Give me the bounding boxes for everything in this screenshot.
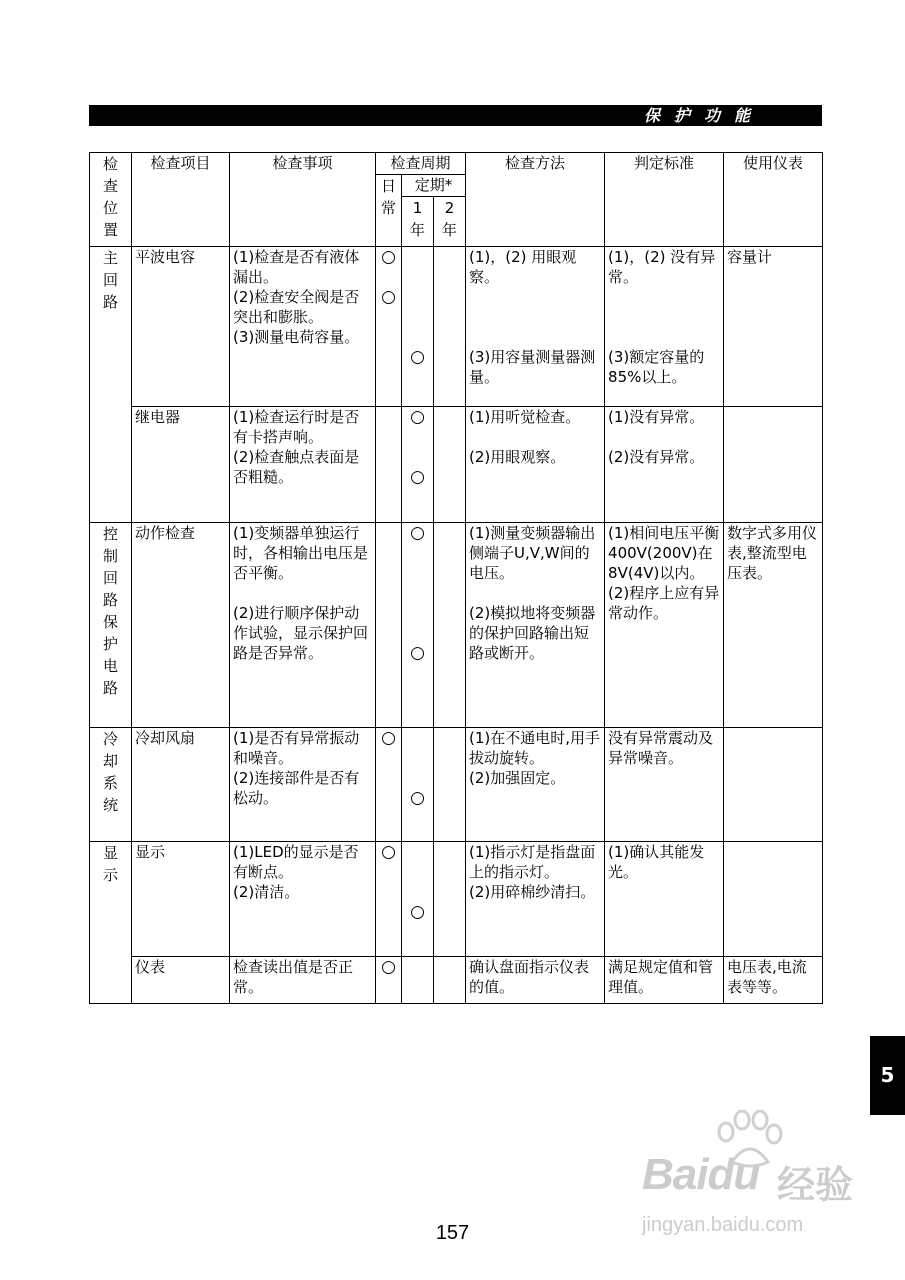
chapter-tab: 5	[870, 1036, 905, 1115]
page-number: 157	[435, 1222, 470, 1244]
instrument-cell	[724, 407, 823, 523]
method-text: (2)模拟地将变频器的保护回路输出短路或断开。	[469, 604, 596, 662]
criteria-cell: (1)确认其能发光。	[605, 842, 724, 957]
spacer	[405, 427, 430, 467]
matter-cell	[230, 407, 376, 523]
header-cycle: 检查周期	[376, 153, 466, 175]
method-text: (2)用碎棉纱清扫。	[469, 883, 596, 901]
year2-cell	[434, 407, 466, 523]
method-text: (3)用容量测量器测量。	[469, 348, 596, 386]
spacer	[469, 427, 601, 447]
year1-cell	[402, 842, 434, 957]
watermark-jingyan: 经验	[777, 1165, 854, 1207]
spacer	[608, 427, 720, 447]
criteria-text: (3)额定容量的85%以上。	[608, 348, 705, 386]
header-item: 检查项目	[132, 153, 230, 247]
table-row	[90, 247, 823, 407]
table-row	[90, 407, 823, 523]
matter-text: (2)清洁。	[233, 883, 300, 901]
header-year-1: 1年	[402, 197, 434, 247]
year1-cell	[402, 247, 434, 407]
item-meter: 仪表	[132, 957, 230, 1004]
spacer	[405, 247, 430, 347]
method-cell: 确认盘面指示仪表的值。	[466, 957, 605, 1004]
year1-cell	[402, 407, 434, 523]
spacer	[405, 842, 430, 902]
method-cell	[466, 247, 605, 407]
instrument-multimeter: 数字式多用仪表,整流型电压表。	[724, 523, 823, 728]
daily-cell	[376, 957, 402, 1004]
instrument-cell	[724, 842, 823, 957]
matter-text: (2)检查安全阀是否突出和膨胀。	[233, 288, 360, 326]
spacer	[469, 583, 601, 603]
matter-text: (2)检查触点表面是否粗糙。	[233, 448, 360, 486]
daily-cell	[376, 407, 402, 523]
circle-mark: ○	[410, 407, 425, 427]
header-periodic: 定期*	[402, 175, 466, 197]
circle-mark: ○	[381, 842, 396, 862]
matter-text: (2)连接部件是否有松动。	[233, 769, 360, 807]
matter-text: (1)检查是否有液体漏出。	[233, 248, 360, 286]
matter-cell: 检查读出值是否正常。	[230, 957, 376, 1004]
header-method: 检查方法	[466, 153, 605, 247]
header-position: 检查位置	[90, 153, 132, 247]
item-relay: 继电器	[132, 407, 230, 523]
section-title: 保护功能	[643, 106, 764, 125]
watermark-url: jingyan.baidu.com	[642, 1214, 804, 1236]
matter-text: (3)测量电荷容量。	[233, 328, 360, 346]
instrument-capacitance-meter: 容量计	[724, 247, 823, 407]
year1-cell	[402, 957, 434, 1004]
method-cell	[466, 523, 605, 728]
spacer	[405, 728, 430, 788]
position-control-circuit: 控制回路保护电路	[90, 523, 132, 728]
position-display: 显示	[90, 842, 132, 1004]
table-row	[90, 842, 823, 957]
method-text: (1)用听觉检查。	[469, 408, 581, 426]
circle-mark: ○	[381, 247, 396, 267]
header-matter: 检查事项	[230, 153, 376, 247]
method-cell	[466, 407, 605, 523]
matter-cell	[230, 523, 376, 728]
circle-mark: ○	[381, 957, 396, 977]
matter-text: (1)LED的显示是否有断点。	[233, 843, 359, 881]
daily-cell	[376, 247, 402, 407]
criteria-cell: 没有异常震动及异常噪音。	[605, 728, 724, 842]
circle-mark: ○	[381, 287, 396, 307]
method-cell	[466, 728, 605, 842]
daily-cell	[376, 523, 402, 728]
method-text: (1)在不通电时,用手拔动旋转。	[469, 729, 601, 767]
circle-mark: ○	[410, 347, 425, 367]
header-year-2: 2年	[434, 197, 466, 247]
circle-mark: ○	[410, 523, 425, 543]
header-criteria: 判定标准	[605, 153, 724, 247]
spacer	[379, 267, 398, 287]
year2-cell	[434, 523, 466, 728]
header-instrument: 使用仪表	[724, 153, 823, 247]
year1-cell	[402, 523, 434, 728]
circle-mark: ○	[410, 902, 425, 922]
item-operation-check: 动作检查	[132, 523, 230, 728]
matter-text: (1)变频器单独运行时，各相输出电压是否平衡。	[233, 524, 369, 582]
daily-cell	[376, 728, 402, 842]
item-display: 显示	[132, 842, 230, 957]
watermark-logo: Baidu	[642, 1150, 760, 1199]
matter-cell	[230, 842, 376, 957]
method-cell	[466, 842, 605, 957]
criteria-text: (1)相间电压平衡400V(200V)在8V(4V)以内。	[608, 524, 720, 582]
criteria-cell	[605, 407, 724, 523]
position-cooling-system: 冷却系统	[90, 728, 132, 842]
header-daily: 日常	[376, 175, 402, 247]
criteria-cell	[605, 247, 724, 407]
instrument-cell: 电压表,电流表等等。	[724, 957, 823, 1004]
year2-cell	[434, 957, 466, 1004]
matter-text: (1)是否有异常振动和噪音。	[233, 729, 360, 767]
criteria-text: (2)程序上应有异常动作。	[608, 584, 720, 622]
circle-mark: ○	[381, 728, 396, 748]
table-row	[90, 957, 823, 1004]
criteria-text: (1)，(2) 没有异常。	[608, 248, 716, 286]
criteria-text: (1)没有异常。	[608, 408, 705, 426]
item-smoothing-capacitor: 平波电容	[132, 247, 230, 407]
criteria-cell	[605, 523, 724, 728]
year2-cell	[434, 247, 466, 407]
circle-mark: ○	[410, 467, 425, 487]
item-cooling-fan: 冷却风扇	[132, 728, 230, 842]
method-text: (2)加强固定。	[469, 769, 566, 787]
matter-cell	[230, 728, 376, 842]
method-text: (1)指示灯是指盘面上的指示灯。	[469, 843, 596, 881]
method-text: (2)用眼观察。	[469, 448, 566, 466]
matter-text: (1)检查运行时是否有卡搭声响。	[233, 408, 360, 446]
spacer	[405, 543, 430, 643]
section-header-bar	[89, 105, 822, 126]
criteria-text: (2)没有异常。	[608, 448, 705, 466]
daily-cell	[376, 842, 402, 957]
criteria-cell: 满足规定值和管理值。	[605, 957, 724, 1004]
method-text: (1)，(2) 用眼观察。	[469, 248, 577, 286]
year1-cell	[402, 728, 434, 842]
spacer	[608, 287, 720, 347]
table-row	[90, 728, 823, 842]
circle-mark: ○	[410, 788, 425, 808]
inspection-table	[89, 152, 823, 1004]
matter-cell	[230, 247, 376, 407]
method-text: (1)测量变频器输出侧端子U,V,W间的电压。	[469, 524, 596, 582]
circle-mark: ○	[410, 643, 425, 663]
instrument-cell	[724, 728, 823, 842]
matter-text: (2)进行顺序保护动作试验，显示保护回路是否异常。	[233, 604, 369, 662]
year2-cell	[434, 842, 466, 957]
position-main-circuit: 主回路	[90, 247, 132, 523]
table-row	[90, 523, 823, 728]
spacer	[469, 287, 601, 347]
spacer	[233, 583, 372, 603]
year2-cell	[434, 728, 466, 842]
